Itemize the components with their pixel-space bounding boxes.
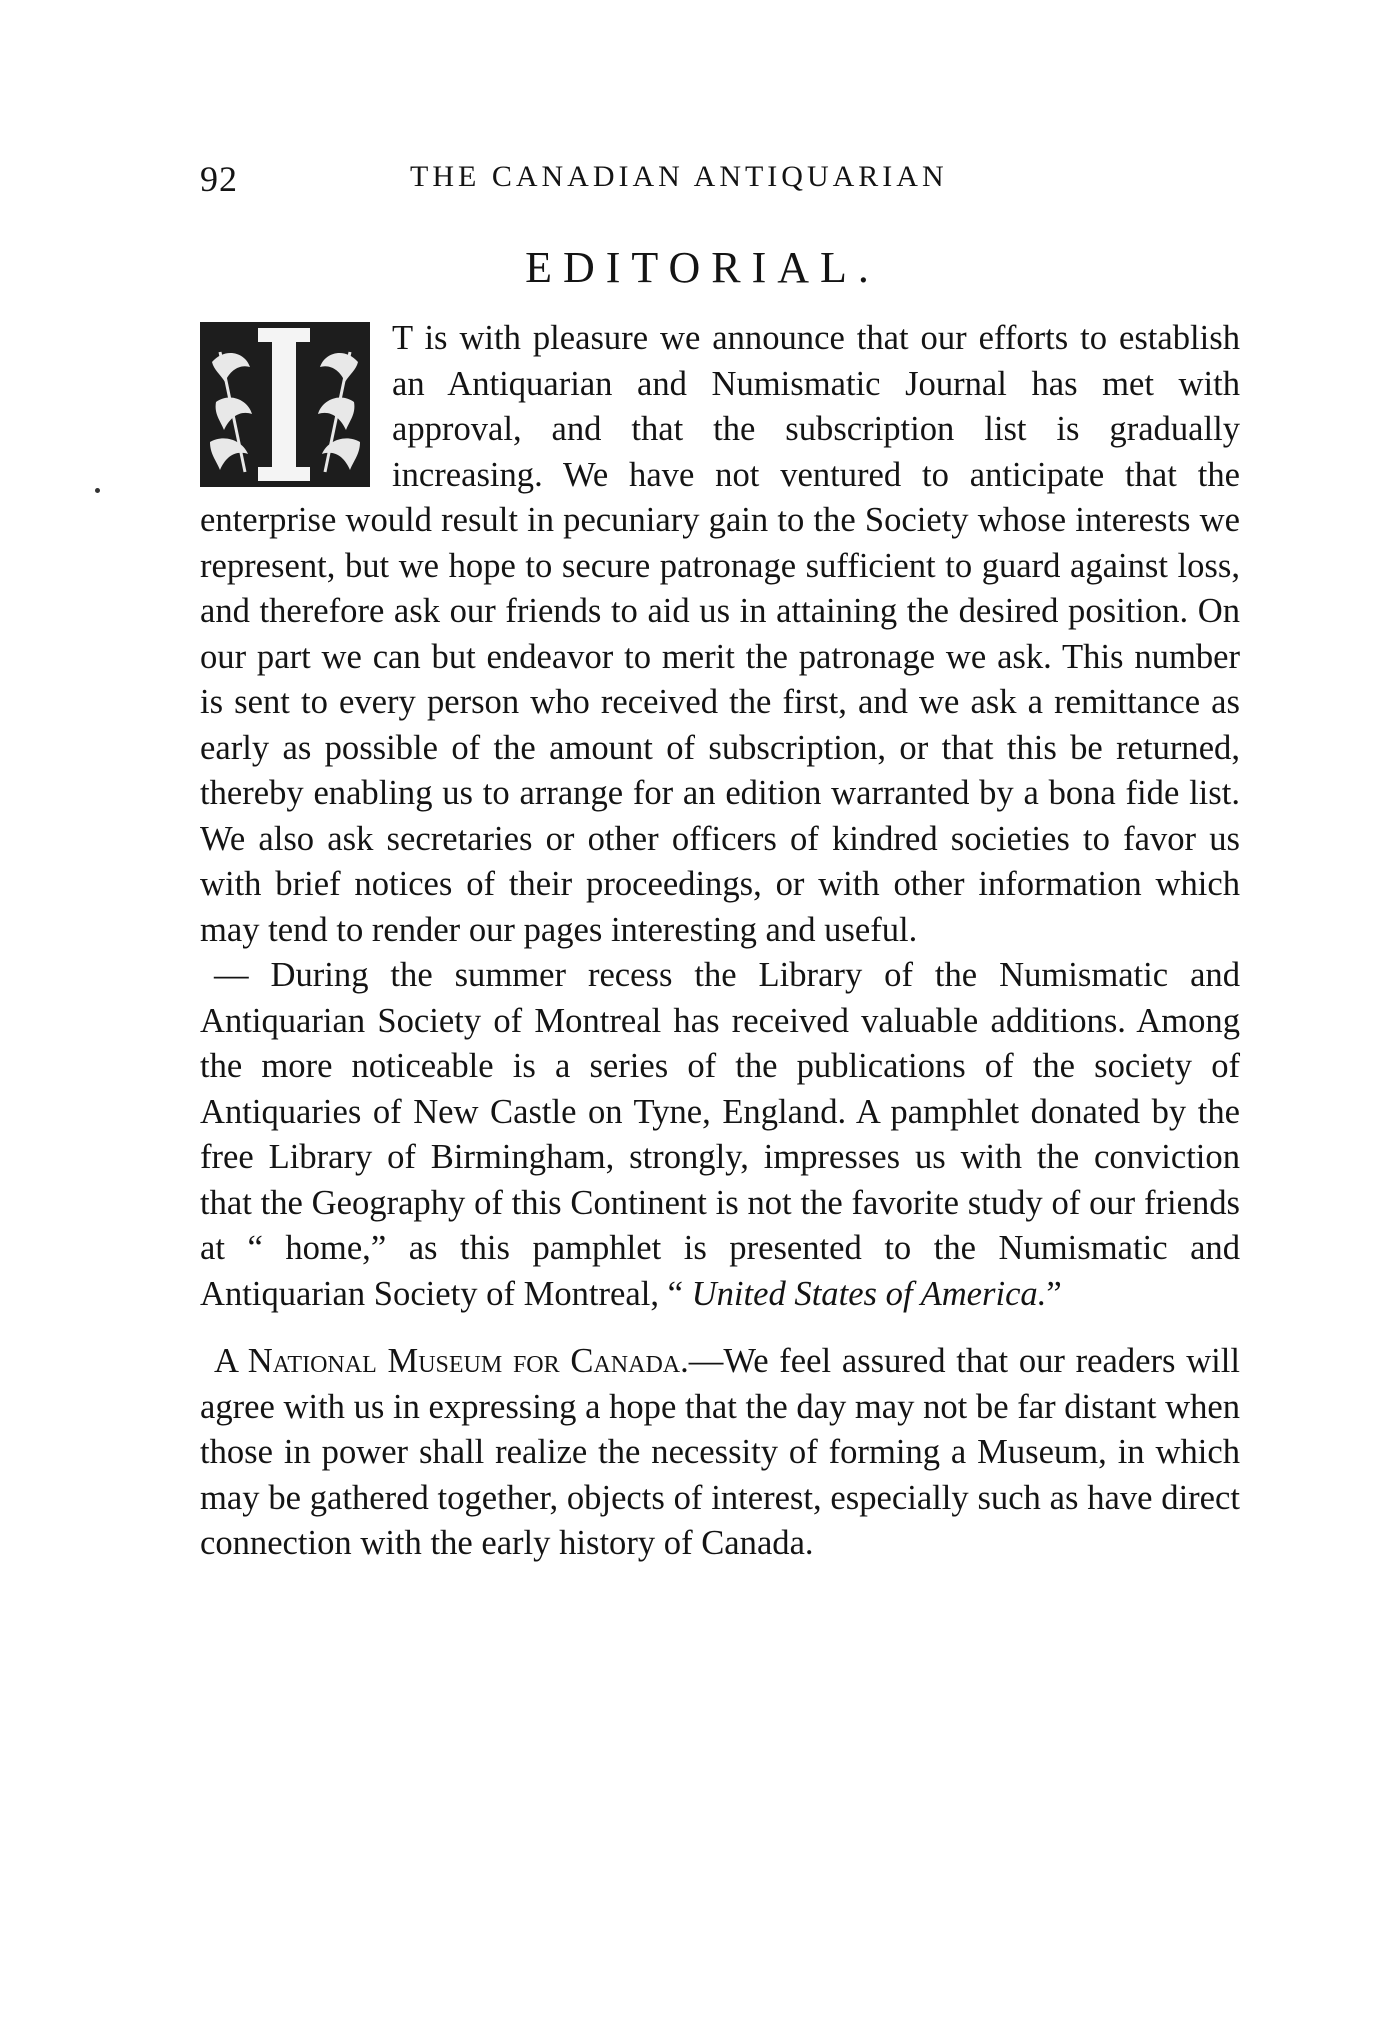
paragraph-intro	[200, 316, 1240, 953]
paragraph-museum	[200, 1339, 1240, 1567]
paragraph-library-close-quote: ”	[1046, 1274, 1062, 1313]
paragraph-library-text: — During the summer recess the Library of the Numismatic and Antiquarian Society of Montreal has received valuable additions. Among the more noticeable is a series of the publications of the society of Antiquaries of New Castle on Tyne, England. A pamphlet donated by the free Library of Birmingham, strongly, impresses us with the conviction that the Geography of this Continent is not the favorite study of our friends at “ home,” as this pamphlet is presented to the Numismatic and Antiquarian Society of Montreal, “	[200, 956, 1240, 1313]
running-head: THE CANADIAN ANTIQUARIAN	[410, 160, 948, 193]
paragraph-library	[200, 953, 1240, 1317]
paragraph-museum-text: —We feel assured that our readers will agree with us in expressing a hope that the day may not be far distant when those in power shall realize the necessity of forming a Museum, in which may be gathered together, objects of interest, especially such as have direct connection with the early history of Canada.	[200, 1342, 1240, 1562]
section-title: EDITORIAL.	[525, 243, 880, 292]
paragraph-museum-heading: A National Museum for Canada.	[214, 1342, 689, 1380]
page-number: 92	[200, 159, 238, 199]
editorial-body	[200, 316, 1240, 1567]
ornamental-floral-initial-icon	[200, 322, 370, 487]
page-header	[200, 158, 1240, 208]
margin-speck	[95, 488, 100, 493]
paragraph-library-italic: United States of America.	[691, 1274, 1047, 1313]
paragraph-intro-text: T is with pleasure we announce that our efforts to establish an Antiquarian and Numismatic Journal has met with approval, and that the subscription list is gradually increasing. We have not ventured to anticipate that the enterprise would result in pecuniary gain to the Society whose interests we represent, but we hope to secure patronage sufficient to guard against loss, and therefore ask our friends to aid us in attaining the desired position. On our part we can but endeavor to merit the patronage we ask. This number is sent to every person who received the first, and we ask a remittance as early as possible of the amount of subscription, or that this be returned, thereby enabling us to arrange for an edition warranted by a bona fide list. We also ask secretaries or other officers of kindred societies to favor us with brief notices of their proceedings, or with other information which may tend to render our pages interesting and useful.	[200, 319, 1240, 949]
